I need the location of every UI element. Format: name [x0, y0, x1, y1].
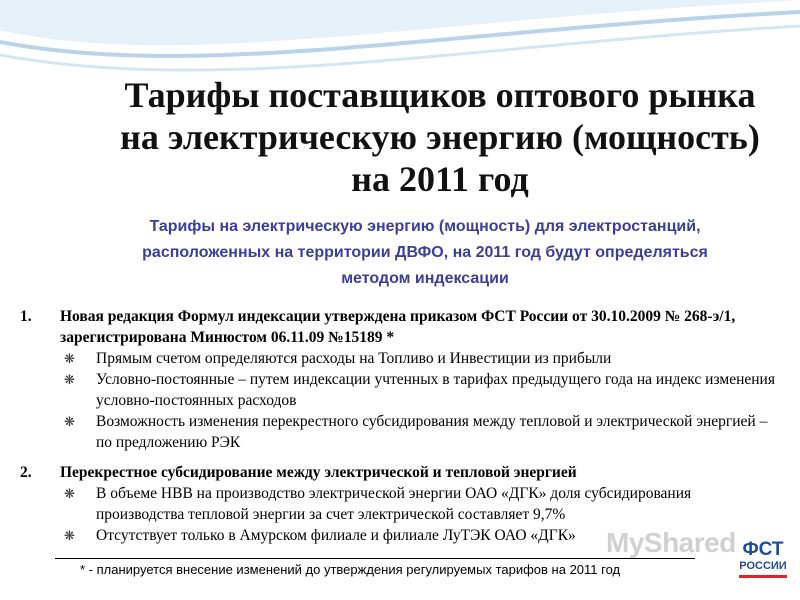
- bullet-text: Возможность изменения перекрестного субсидирования между тепловой и электрической энергией – по предложению РЭК: [96, 413, 768, 451]
- fst-logo: [733, 540, 793, 595]
- subtitle-line: методом индексации: [341, 270, 509, 287]
- bullet-icon: ❋: [64, 414, 75, 429]
- bullet-item: [60, 483, 780, 525]
- footnote-divider: [55, 558, 695, 559]
- bullet-item: [60, 369, 780, 411]
- item-number: 2.: [20, 464, 32, 481]
- subtitle-line: Тарифы на электрическую энергию (мощность) для электростанций,: [149, 218, 701, 235]
- title-line: на 2011 год: [351, 159, 529, 199]
- subtitle-line: расположенных на территории ДВФО, на 2011 год будут определяться: [142, 244, 708, 261]
- logo-line1: ФСТ: [742, 539, 784, 560]
- item-title: Перекрестное субсидирование между электрической и тепловой энергией: [60, 464, 577, 481]
- item-number: 1.: [20, 308, 32, 325]
- bullet-item: [60, 411, 780, 453]
- slide-subtitle: [70, 214, 780, 292]
- list-item: [20, 306, 780, 453]
- title-line: Тарифы поставщиков оптового рынка: [124, 75, 756, 115]
- bullet-icon: ❋: [64, 372, 75, 387]
- bullet-text: Условно-постоянные – путем индексации учтенных в тарифах предыдущего года на индекс изменения условно-постоянных расходов: [96, 371, 775, 409]
- bullet-text: В объеме НВВ на производство электрической энергии ОАО «ДГК» доля субсидирования производства тепловой энергии за счет электрической составляет 9,7%: [96, 485, 692, 523]
- logo-line2: РОССИИ: [739, 560, 787, 572]
- bullet-icon: ❋: [64, 528, 75, 543]
- bullet-item: [60, 348, 780, 369]
- bullet-text: Отсутствует только в Амурском филиале и филиале ЛуТЭК ОАО «ДГК»: [96, 527, 576, 544]
- bullet-icon: ❋: [64, 486, 75, 501]
- bullet-icon: ❋: [64, 351, 75, 366]
- logo-stripe: [739, 575, 787, 578]
- footnote: * - планируется внесение изменений до утверждения регулируемых тарифов на 2011 год: [80, 562, 621, 577]
- slide-title: [60, 74, 800, 200]
- numbered-list: [20, 306, 780, 546]
- title-line: на электрическую энергию (мощность): [120, 117, 760, 157]
- bullet-text: Прямым счетом определяются расходы на Топливо и Инвестиции из прибыли: [96, 350, 612, 367]
- item-title: Новая редакция Формул индексации утверждена приказом ФСТ России от 30.10.2009 № 268-э/1, зарегистрирована Минюстом 06.11.09 №15189 *: [60, 308, 736, 346]
- watermark: MyShared: [606, 527, 736, 558]
